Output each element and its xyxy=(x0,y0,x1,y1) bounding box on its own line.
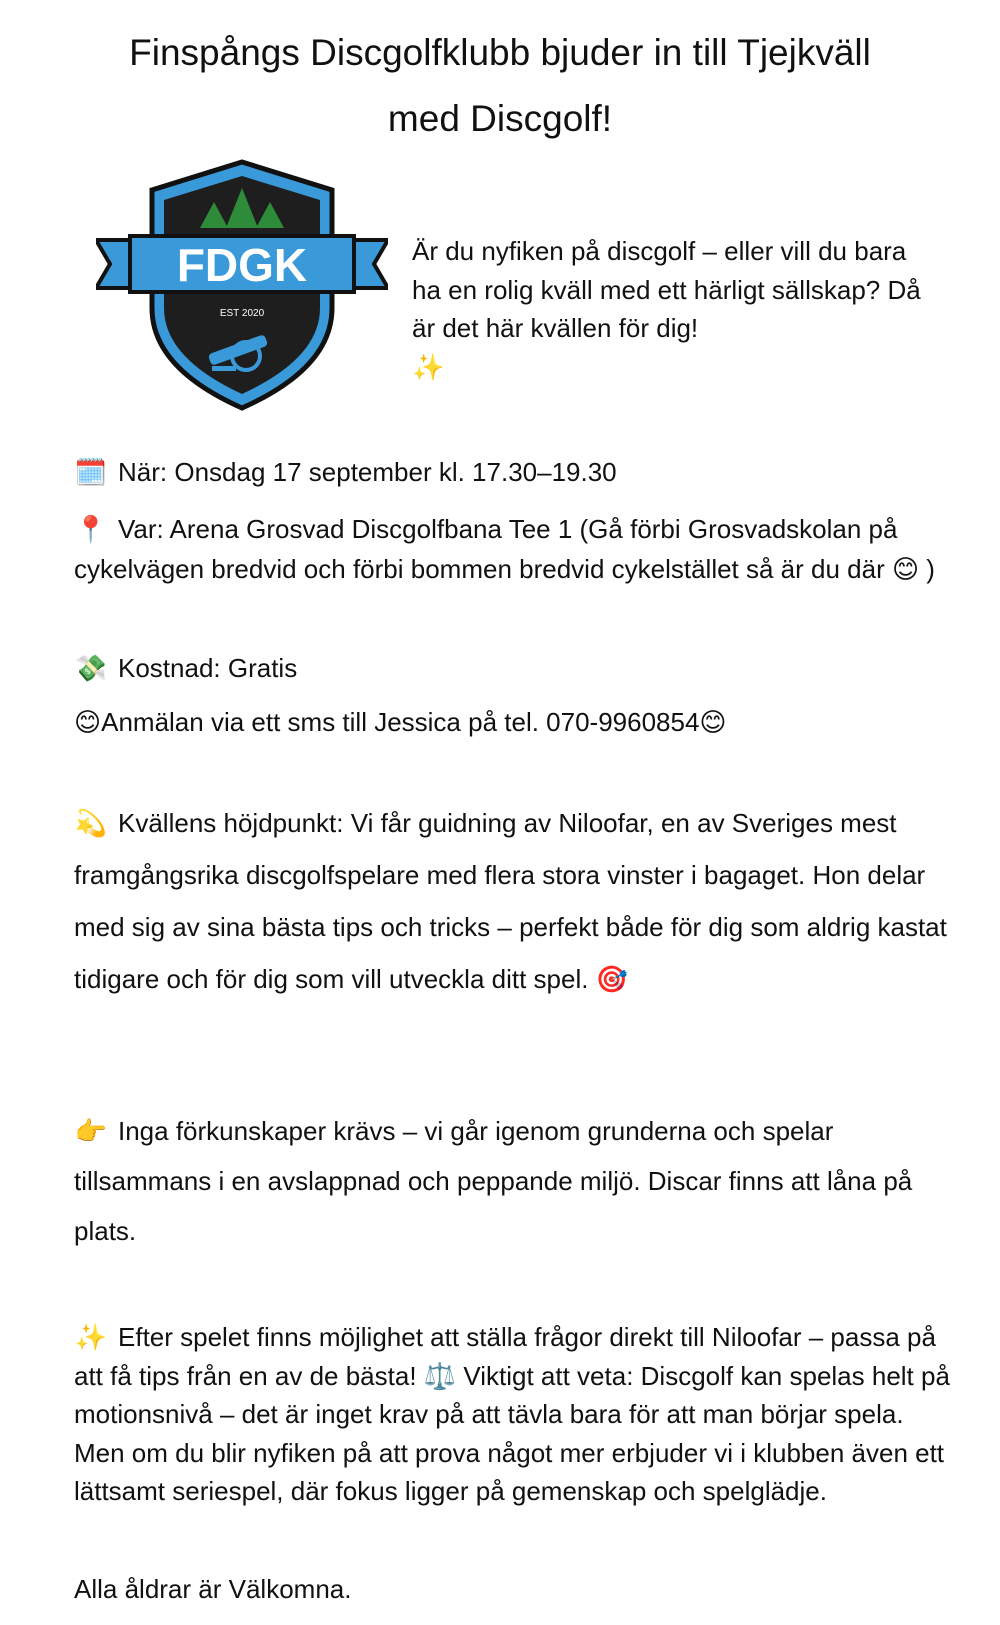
fdgk-club-logo xyxy=(96,158,388,428)
title-line-2: med Discgolf! xyxy=(387,98,613,139)
pointing-hand-icon: 👉 xyxy=(74,1116,108,1146)
when-line xyxy=(74,452,954,492)
sparkles-icon: ✨ xyxy=(412,351,445,382)
pin-icon: 📍 xyxy=(74,514,108,544)
where-paragraph xyxy=(74,509,954,589)
after-text: Efter spelet finns möjlighet att ställa frågor direkt till Niloofar – passa på att få tips från en av de bästa! ⚖️ Viktigt att veta: Discgolf kan spelas helt på motionsnivå – det är inget krav på att tävla bara för att man börjar spela. Men om du blir nyfiken på att prova något mer erbjuder vi i klubben även ett lättsamt seriespel, där fokus ligger på gemenskap och spelglädje. xyxy=(74,1322,950,1506)
page-title xyxy=(40,20,960,152)
title-line-1: Finspångs Discgolfklubb bjuder in till Tjejkväll xyxy=(129,32,871,73)
money-icon: 💸 xyxy=(74,653,108,683)
signup-line xyxy=(74,702,954,742)
cost-line xyxy=(74,648,954,688)
dizzy-icon: 💫 xyxy=(74,808,108,838)
cost-text: Kostnad: Gratis xyxy=(118,653,298,683)
when-text: När: Onsdag 17 september kl. 17.30–19.30 xyxy=(118,457,617,487)
welcome-line: Alla åldrar är Välkomna. xyxy=(74,1574,352,1604)
intro-paragraph xyxy=(412,232,932,386)
where-text: Var: Arena Grosvad Discgolfbana Tee 1 (Gå förbi Grosvadskolan på cykelvägen bredvid och förbi bommen bredvid cykelstället så är du där 😊 ) xyxy=(74,514,935,584)
highlight-text: Kvällens höjdpunkt: Vi får guidning av Niloofar, en av Sveriges mest framgångsrika discgolfspelare med flera stora vinster i bagaget. Hon delar med sig av sina bästa tips och tricks – perfekt både för dig som aldrig kastat tidigare och för dig som vill utveckla ditt spel. 🎯 xyxy=(74,808,947,994)
logo-subtext: EST 2020 xyxy=(219,308,265,319)
noskills-text: Inga förkunskaper krävs – vi går igenom grunderna och spelar tillsammans i en avslappnad och peppande miljö. Discar finns att låna på plats. xyxy=(74,1116,913,1246)
after-paragraph xyxy=(74,1318,954,1511)
calendar-icon: 🗓️ xyxy=(74,457,108,487)
logo-text: FDGK xyxy=(176,239,308,291)
highlight-paragraph xyxy=(74,797,954,1005)
intro-text: Är du nyfiken på discgolf – eller vill du bara ha en rolig kväll med ett härligt sällskap? Då är det här kvällen för dig! xyxy=(412,236,921,343)
noskills-paragraph xyxy=(74,1106,954,1256)
sparkles-icon: ✨ xyxy=(74,1322,108,1352)
signup-text: 😊Anmälan via ett sms till Jessica på tel. 070-9960854😊 xyxy=(74,707,727,737)
